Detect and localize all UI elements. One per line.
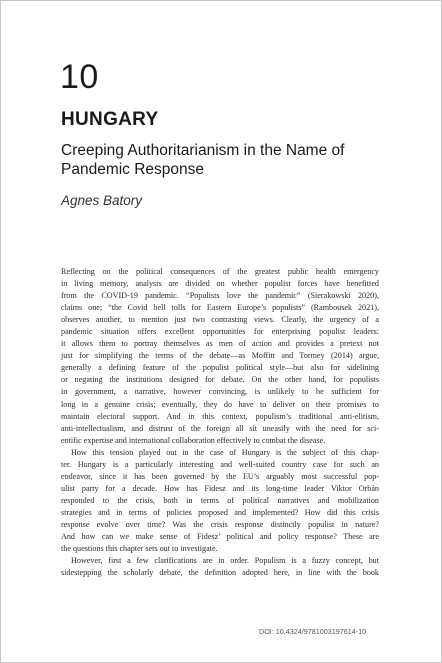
body-line: endeavor, since it has been governed by the EU’s arguably most successful pop- xyxy=(61,471,379,481)
body-line: from the COVID-19 pandemic. “Populists love the pandemic” (Sierakowski 2020), xyxy=(61,291,379,301)
body-text xyxy=(61,266,379,579)
body-line: long in a genuine crisis; eventually, they do have to deliver on their promises to xyxy=(61,399,379,409)
body-line: in living memory, analysts are divided on whether populist forces have benefitted xyxy=(61,279,379,289)
body-line: or negating the institutions designed for debate. On the other hand, for populists xyxy=(61,375,379,385)
subtitle-line: Creeping Authoritarianism in the Name of xyxy=(61,142,345,159)
body-line: sidestepping the scholarly debate, the definition adopted here, in line with the book xyxy=(61,568,379,578)
body-line: How this tension played out in the case of Hungary is the subject of this chap- xyxy=(71,447,379,457)
doi-footer: DOI: 10.4324/9781003197614-10 xyxy=(259,627,367,636)
body-line: Reflecting on the political consequences of the greatest public health emergency xyxy=(61,267,379,276)
body-line: entific expertise and international collaboration effectively to combat the disease. xyxy=(61,435,326,445)
body-line: it allows them to portray themselves as men of action and provides a pretext not xyxy=(61,339,379,349)
chapter-number: 10 xyxy=(60,58,99,96)
body-line: observes another, to mention just two contrasting views. Clearly, the urgency of a xyxy=(61,315,379,325)
body-line: And how can we make sense of Fidesz’ political and policy response? These are xyxy=(61,532,379,542)
body-line: However, first a few clarifications are in order. Populism is a fuzzy concept, but xyxy=(71,556,379,566)
body-line: responded to the crisis, both in terms of political narratives and mobilization xyxy=(61,495,379,505)
body-line: pandemic situation offers excellent opportunities for enterprising populist leaders: xyxy=(61,327,379,337)
body-line: anti-intellectualism, and distrust of the foreign all sit uneasily with the need for sci- xyxy=(61,423,379,433)
subtitle-line: Pandemic Response xyxy=(61,161,205,178)
body-line: ter. Hungary is a particularly interesting and well-suited country case for such an xyxy=(61,459,379,469)
chapter-subtitle xyxy=(61,141,391,179)
body-line: generally a defining feature of the populist political style—but also for sidelining xyxy=(61,363,379,373)
author-name: Agnes Batory xyxy=(61,193,143,208)
body-line: maintain electoral support. And in this context, populism’s traditional anti-elitism, xyxy=(61,411,379,421)
body-line: the questions this chapter sets out to investigate. xyxy=(61,544,218,554)
body-line: ulist party for a decade. How has Fidesz and its long-time leader Viktor Orbán xyxy=(61,483,379,493)
chapter-title: HUNGARY xyxy=(61,109,159,130)
body-line: in government, a narrative, however convincing, is unlikely to be sufficient for xyxy=(61,387,379,397)
body-line: claims one; “the Covid bell tolls for Eastern Europe’s populists” (Rambousek 2021), xyxy=(61,303,379,313)
body-line: strategies and in terms of policies proposed and implemented? How did this crisis xyxy=(61,507,379,517)
body-line: just for simplifying the terms of the debate—as Moffitt and Tormey (2014) argue, xyxy=(61,351,379,361)
body-line: response evolve over time? Was the crisis response distinctly populist in nature? xyxy=(61,519,379,529)
